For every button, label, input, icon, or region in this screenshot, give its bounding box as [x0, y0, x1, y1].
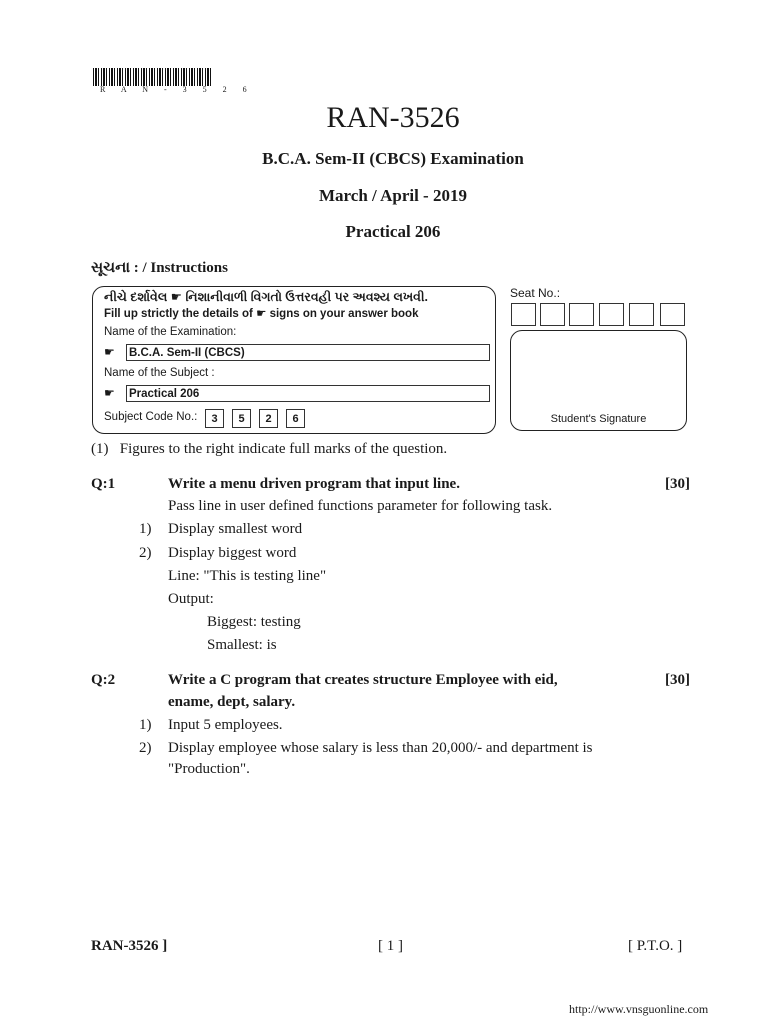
subject-code-digit: 6 [286, 409, 305, 428]
exam-subject: Practical 206 [345, 222, 441, 241]
subject-code-digit: 5 [232, 409, 251, 428]
pto-marker: [ P.T.O. ] [628, 938, 683, 954]
q2-item-text-continued: "Production". [168, 761, 250, 777]
page-number: [ 1 ] [378, 938, 403, 954]
paper-code-title: RAN-3526 [326, 101, 460, 134]
subject-code-label: Subject Code No.: [104, 411, 198, 423]
exam-name-field: B.C.A. Sem-II (CBCS) [126, 344, 490, 361]
english-instruction: Fill up strictly the details of ☛ signs on your answer book [104, 308, 419, 320]
exam-session: March / April - 2019 [319, 186, 467, 205]
seat-no-cell [540, 303, 565, 326]
q2-item-text: Display employee whose salary is less than 20,000/- and department is [168, 740, 593, 756]
barcode [93, 68, 213, 86]
gujarati-instruction: નીચે દર્શાવેલ ☛ નિશાનીવાળી વિગતો ઉત્તરવહી પર અવશ્ય લખવી. [104, 290, 429, 304]
subject-code-digit: 2 [259, 409, 278, 428]
q2-title-line2: ename, dept, salary. [168, 694, 296, 710]
q1-output-line: Smallest: is [207, 637, 277, 653]
footer-paper-code: RAN-3526 ] [91, 938, 168, 954]
q1-item-num: 2) [139, 545, 152, 561]
instructions-heading: સૂચના : / Instructions [91, 260, 228, 276]
subject-field: Practical 206 [126, 385, 490, 402]
pointer-hand-icon: ☛ [104, 345, 115, 359]
q1-output-line: Biggest: testing [207, 614, 301, 630]
seat-no-cell [569, 303, 594, 326]
subject-label: Name of the Subject : [104, 367, 215, 379]
signature-label: Student's Signature [550, 413, 647, 425]
source-url: http://www.vnsguonline.com [569, 1002, 709, 1016]
q2-item-num: 2) [139, 740, 152, 756]
q1-output-label: Output: [168, 591, 214, 607]
instruction-1: (1) Figures to the right indicate full marks of the question. [91, 441, 448, 457]
seat-no-cell [599, 303, 624, 326]
q1-line-text: Line: "This is testing line" [168, 568, 327, 584]
q1-item-num: 1) [139, 521, 152, 537]
seat-no-label: Seat No.: [510, 286, 561, 300]
seat-no-cell [511, 303, 536, 326]
barcode-text: R A N - 3 5 2 6 [100, 85, 254, 94]
seat-no-cell [629, 303, 654, 326]
subject-code-digit: 3 [205, 409, 224, 428]
q1-item-text: Display biggest word [168, 545, 297, 561]
q2-marks: [30] [665, 672, 690, 688]
q2-number: Q:2 [91, 672, 116, 688]
q1-item-text: Display smallest word [168, 521, 303, 537]
q2-title-line1: Write a C program that creates structure Employee with eid, [168, 672, 558, 688]
pointer-hand-icon: ☛ [104, 386, 115, 400]
q1-intro: Pass line in user defined functions parameter for following task. [168, 498, 553, 514]
q1-number: Q:1 [91, 476, 116, 492]
seat-no-cell [660, 303, 685, 326]
q1-marks: [30] [665, 476, 690, 492]
q2-item-num: 1) [139, 717, 152, 733]
q2-item-text: Input 5 employees. [168, 717, 283, 733]
q1-title: Write a menu driven program that input line. [168, 476, 460, 492]
exam-title: B.C.A. Sem-II (CBCS) Examination [262, 149, 524, 168]
exam-name-label: Name of the Examination: [104, 326, 237, 338]
